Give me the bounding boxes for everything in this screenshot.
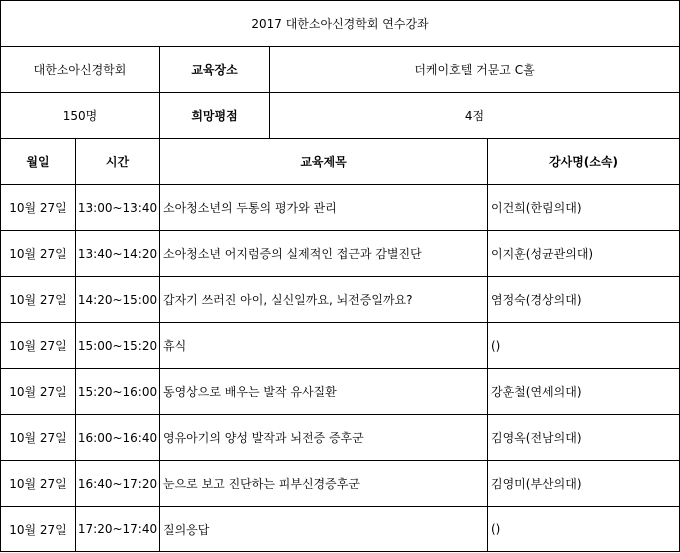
title-row bbox=[1, 1, 680, 47]
info-row-venue bbox=[1, 47, 680, 93]
session-row bbox=[1, 323, 680, 369]
session-subject: 휴식 bbox=[160, 323, 488, 369]
session-date: 10월 27일 bbox=[1, 323, 76, 369]
session-time: 14:20~15:00 bbox=[76, 277, 160, 323]
session-subject: 동영상으로 배우는 발작 유사질환 bbox=[160, 369, 488, 415]
info-row-capacity bbox=[1, 93, 680, 139]
session-date: 10월 27일 bbox=[1, 507, 76, 552]
venue-value: 더케이호텔 거문고 C홀 bbox=[270, 47, 680, 93]
session-time: 16:40~17:20 bbox=[76, 461, 160, 507]
session-subject: 소아청소년의 두통의 평가와 관리 bbox=[160, 185, 488, 231]
session-time: 13:00~13:40 bbox=[76, 185, 160, 231]
session-lecturer: 이지훈(성균관의대) bbox=[488, 231, 680, 277]
header-row bbox=[1, 139, 680, 185]
session-lecturer: 김영옥(전남의대) bbox=[488, 415, 680, 461]
session-date: 10월 27일 bbox=[1, 277, 76, 323]
session-date: 10월 27일 bbox=[1, 415, 76, 461]
session-subject: 영유아기의 양성 발작과 뇌전증 증후군 bbox=[160, 415, 488, 461]
session-row bbox=[1, 277, 680, 323]
credit-label: 희망평점 bbox=[160, 93, 270, 139]
page-title: 2017 대한소아신경학회 연수강좌 bbox=[1, 1, 680, 47]
credit-value: 4점 bbox=[270, 93, 680, 139]
session-time: 13:40~14:20 bbox=[76, 231, 160, 277]
session-time: 15:00~15:20 bbox=[76, 323, 160, 369]
header-time: 시간 bbox=[76, 139, 160, 185]
capacity-value: 150명 bbox=[1, 93, 160, 139]
session-time: 16:00~16:40 bbox=[76, 415, 160, 461]
session-date: 10월 27일 bbox=[1, 231, 76, 277]
session-subject: 갑자기 쓰러진 아이, 실신일까요, 뇌전증일까요? bbox=[160, 277, 488, 323]
session-subject: 질의응답 bbox=[160, 507, 488, 552]
session-lecturer: () bbox=[488, 507, 680, 552]
session-row bbox=[1, 231, 680, 277]
session-row bbox=[1, 415, 680, 461]
session-row bbox=[1, 461, 680, 507]
session-row bbox=[1, 369, 680, 415]
header-date: 월일 bbox=[1, 139, 76, 185]
session-lecturer: 이건희(한림의대) bbox=[488, 185, 680, 231]
session-lecturer: 염정숙(경상의대) bbox=[488, 277, 680, 323]
organizer-name: 대한소아신경학회 bbox=[1, 47, 160, 93]
session-row bbox=[1, 507, 680, 552]
session-date: 10월 27일 bbox=[1, 369, 76, 415]
header-lecturer: 강사명(소속) bbox=[488, 139, 680, 185]
session-date: 10월 27일 bbox=[1, 461, 76, 507]
session-lecturer: () bbox=[488, 323, 680, 369]
session-time: 17:20~17:40 bbox=[76, 507, 160, 552]
session-subject: 눈으로 보고 진단하는 피부신경증후군 bbox=[160, 461, 488, 507]
header-subject: 교육제목 bbox=[160, 139, 488, 185]
venue-label: 교육장소 bbox=[160, 47, 270, 93]
session-subject: 소아청소년 어지럼증의 실제적인 접근과 감별진단 bbox=[160, 231, 488, 277]
session-date: 10월 27일 bbox=[1, 185, 76, 231]
session-time: 15:20~16:00 bbox=[76, 369, 160, 415]
session-lecturer: 강훈철(연세의대) bbox=[488, 369, 680, 415]
session-row bbox=[1, 185, 680, 231]
session-lecturer: 김영미(부산의대) bbox=[488, 461, 680, 507]
